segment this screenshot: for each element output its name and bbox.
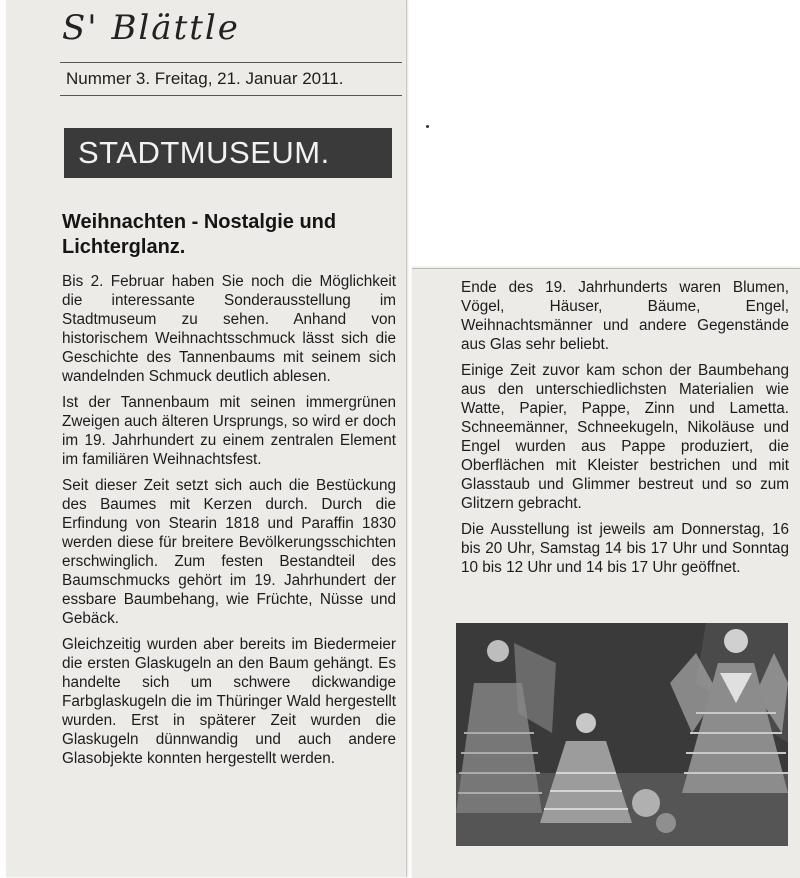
paragraph: Gleichzeitig wurden aber bereits im Biedermeier die ersten Glaskugeln an den Baum gehängt. Es handelte sich um schwere dickwandige Farbglaskugeln die im Thüringer Wald hergestellt wurden. Erst in späterer Zeit wurden die Glaskugeln dünnwandig und auch andere Glasobjekte konnten hergestellt werden.: [62, 636, 396, 767]
article-headline: [62, 210, 398, 260]
paragraph: Die Ausstellung ist jeweils am Donnerstag, 16 bis 20 Uhr, Samstag 14 bis 17 Uhr und Sonntag 10 bis 12 Uhr und 14 bis 17 Uhr geöffnet.: [461, 521, 789, 576]
paragraph: Bis 2. Februar haben Sie noch die Möglichkeit die interessante Sonderausstellung im Stadtmuseum zu sehen. Anhand von historischem Weihnachtsschmuck lässt sich die Geschichte des Tannenbaums mit seinem sich wandelnden Schmuck deutlich ablesen.: [62, 273, 396, 385]
paragraph: Seit dieser Zeit setzt sich auch die Bestückung des Baumes mit Kerzen durch. Durch die Erfindung von Stearin 1818 und Paraffin 1830 werden diese für breitere Bevölkerungsschichten erschwinglich. Zum festen Bestandteil des Baumschmucks gehört im 19. Jahrhundert der essbare Baumbehang, wie Früchte, Nüsse und Gebäck.: [62, 477, 396, 627]
ornament-figures-illustration: [456, 623, 788, 846]
exhibition-photo: [456, 623, 788, 846]
article-column-left: [62, 272, 396, 775]
masthead-rule-bottom: [60, 95, 402, 96]
paper-speck: [426, 125, 429, 128]
paragraph: Einige Zeit zuvor kam schon der Baumbehang aus den unterschiedlichsten Materialien wie Watte, Papier, Pappe, Zinn und Lametta. Schneemänner, Schneekugeln, Nikoläuse und Engel wurden aus Pappe produziert, die Oberflächen mit Kleister bestrichen und mit Glasstaub und Glimmer bestreut und so zum Glitzern gebracht.: [461, 362, 789, 512]
section-header: STADTMUSEUM.: [64, 128, 392, 178]
article-column-right: [461, 278, 789, 584]
newspaper-masthead: S' Blättle: [62, 8, 240, 48]
paragraph: Ende des 19. Jahrhunderts waren Blumen, Vögel, Häuser, Bäume, Engel, Weihnachtsmänner und andere Gegenstände aus Glas sehr beliebt.: [461, 279, 789, 353]
headline-line-1: Weihnachten - Nostalgie und: [62, 211, 337, 233]
masthead-rule-top: [60, 62, 402, 63]
paragraph: Ist der Tannenbaum mit seinen immergrünen Zweigen auch älteren Ursprungs, so wird er doch im 19. Jahrhundert zu einem zentralen Element im familiären Weihnachtsfest.: [62, 394, 396, 468]
issue-date-line: Nummer 3. Freitag, 21. Januar 2011.: [66, 69, 344, 88]
headline-line-2: Lichterglanz.: [62, 236, 186, 258]
